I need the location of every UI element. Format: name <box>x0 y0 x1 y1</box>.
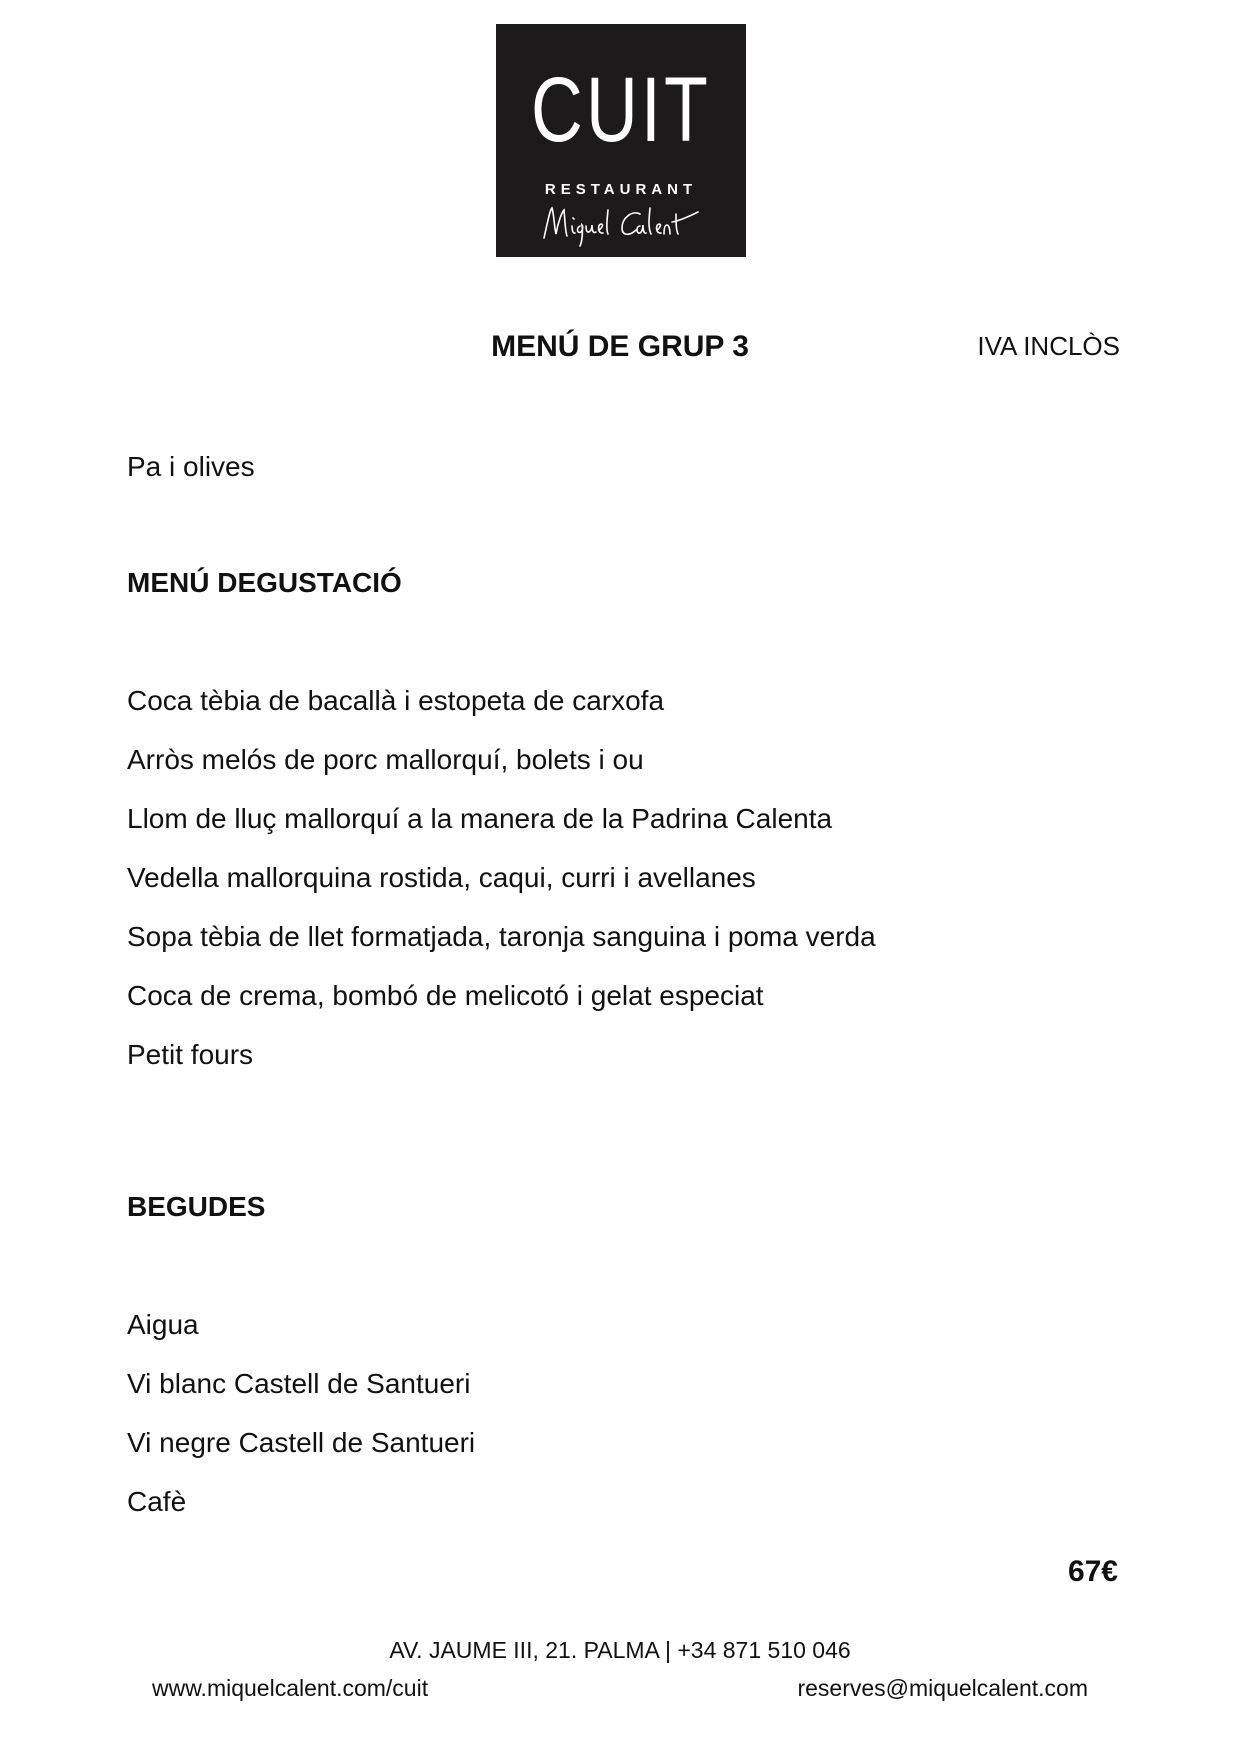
drinks-item: Cafè <box>127 1486 187 1517</box>
tasting-menu-item: Petit fours <box>127 1039 254 1070</box>
logo-wordmark: CUIT <box>531 59 711 161</box>
restaurant-logo <box>496 24 746 257</box>
logo-subtitle: RESTAURANT <box>544 181 698 198</box>
tasting-menu-item: Coca tèbia de bacallà i estopeta de carxofa <box>127 685 665 716</box>
tasting-menu-heading: MENÚ DEGUSTACIÓ <box>127 567 402 598</box>
drinks-heading: BEGUDES <box>127 1191 266 1222</box>
vat-note: IVA INCLÒS <box>977 331 1120 361</box>
drinks-item: Vi blanc Castell de Santueri <box>127 1368 471 1399</box>
tasting-menu-item: Vedella mallorquina rostida, caqui, curri i avellanes <box>127 862 756 893</box>
starter-item: Pa i olives <box>127 451 255 482</box>
tasting-menu-item: Sopa tèbia de llet formatjada, taronja sanguina i poma verda <box>127 921 876 952</box>
email-link[interactable]: reserves@miquelcalent.com <box>797 1675 1088 1701</box>
drinks-item: Vi negre Castell de Santueri <box>127 1427 476 1458</box>
drinks-item: Aigua <box>127 1309 199 1340</box>
footer-address: AV. JAUME III, 21. PALMA | +34 871 510 046 <box>389 1637 851 1663</box>
menu-price: 67€ <box>1067 1555 1118 1588</box>
tasting-menu-item: Llom de lluç mallorquí a la manera de la Padrina Calenta <box>127 803 833 834</box>
tasting-menu-item: Coca de crema, bombó de melicotó i gelat especiat <box>127 980 764 1011</box>
website-link[interactable]: www.miquelcalent.com/cuit <box>152 1675 429 1701</box>
tasting-menu-item: Arròs melós de porc mallorquí, bolets i ou <box>127 744 644 775</box>
logo-signature <box>536 200 706 248</box>
menu-title: MENÚ DE GRUP 3 <box>491 330 749 363</box>
